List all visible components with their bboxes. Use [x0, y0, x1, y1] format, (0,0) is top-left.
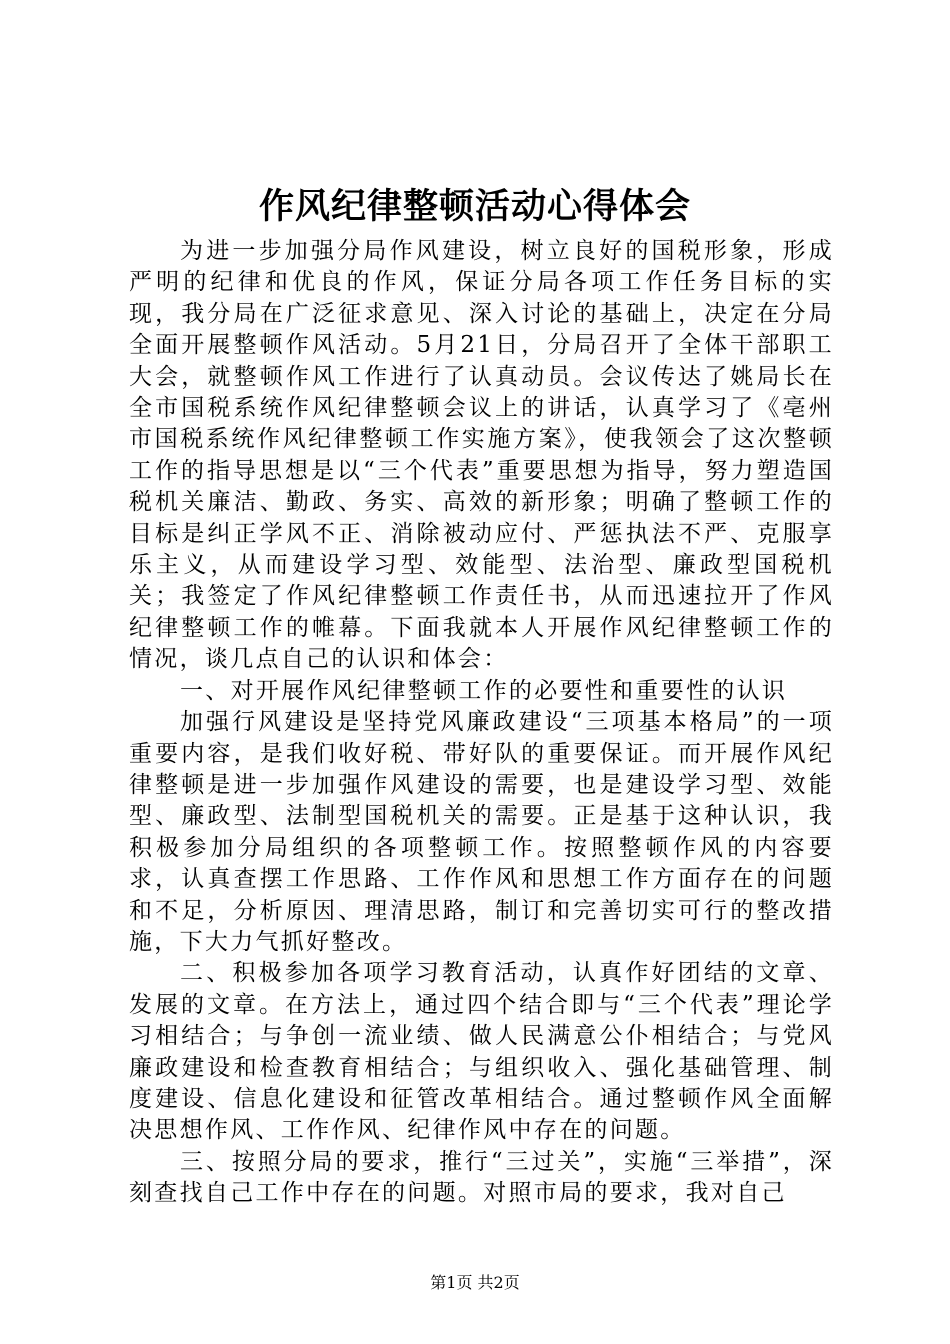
document-body	[129, 236, 834, 1210]
paragraph-section-1: 加强行风建设是坚持党风廉政建设“三项基本格局”的一项重要内容，是我们收好税、带好队的重要保证。而开展作风纪律整顿是进一步加强作风建设的需要，也是建设学习型、效能型、廉政型、法制型国税机关的需要。正是基于这种认识，我积极参加分局组织的各项整顿工作。按照整顿作风的内容要求，认真查摆工作思路、工作作风和思想工作方面存在的问题和不足，分析原因、理清思路，制订和完善切实可行的整改措施，下大力气抓好整改。	[129, 709, 834, 955]
paragraph-section-3: 三、按照分局的要求，推行“三过关”，实施“三举措”，深刻查找自己工作中存在的问题。对照市局的要求，我对自己	[129, 1148, 834, 1207]
paragraph-intro: 为进一步加强分局作风建设，树立良好的国税形象，形成严明的纪律和优良的作风，保证分局各项工作任务目标的实现，我分局在广泛征求意见、深入讨论的基础上，决定在分局全面开展整顿作风活动。5月21日，分局召开了全体干部职工大会，就整顿作风工作进行了认真动员。会议传达了姚局长在全市国税系统作风纪律整顿会议上的讲话，认真学习了《亳州市国税系统作风纪律整顿工作实施方案》，使我领会了这次整顿工作的指导思想是以“三个代表”重要思想为指导，努力塑造国税机关廉洁、勤政、务实、高效的新形象；明确了整顿工作的目标是纠正学风不正、消除被动应付、严惩执法不严、克服享乐主义，从而建设学习型、效能型、法治型、廉政型国税机关；我签定了作风纪律整顿工作责任书，从而迅速拉开了作风纪律整顿工作的帷幕。下面我就本人开展作风纪律整顿工作的情况，谈几点自己的认识和体会：	[129, 238, 834, 673]
section-heading-1: 一、对开展作风纪律整顿工作的必要性和重要性的认识	[180, 677, 788, 704]
document-title: 作风纪律整顿活动心得体会	[258, 186, 691, 227]
paragraph-section-2: 二、积极参加各项学习教育活动，认真作好团结的文章、发展的文章。在方法上，通过四个结合即与“三个代表”理论学习相结合；与争创一流业绩、做人民满意公仆相结合；与党风廉政建设和检查教育相结合；与组织收入、强化基础管理、制度建设、信息化建设和征管改革相结合。通过整顿作风全面解决思想作风、工作作风、纪律作风中存在的问题。	[129, 960, 834, 1144]
page-footer: 第1页 共2页	[430, 1273, 520, 1292]
